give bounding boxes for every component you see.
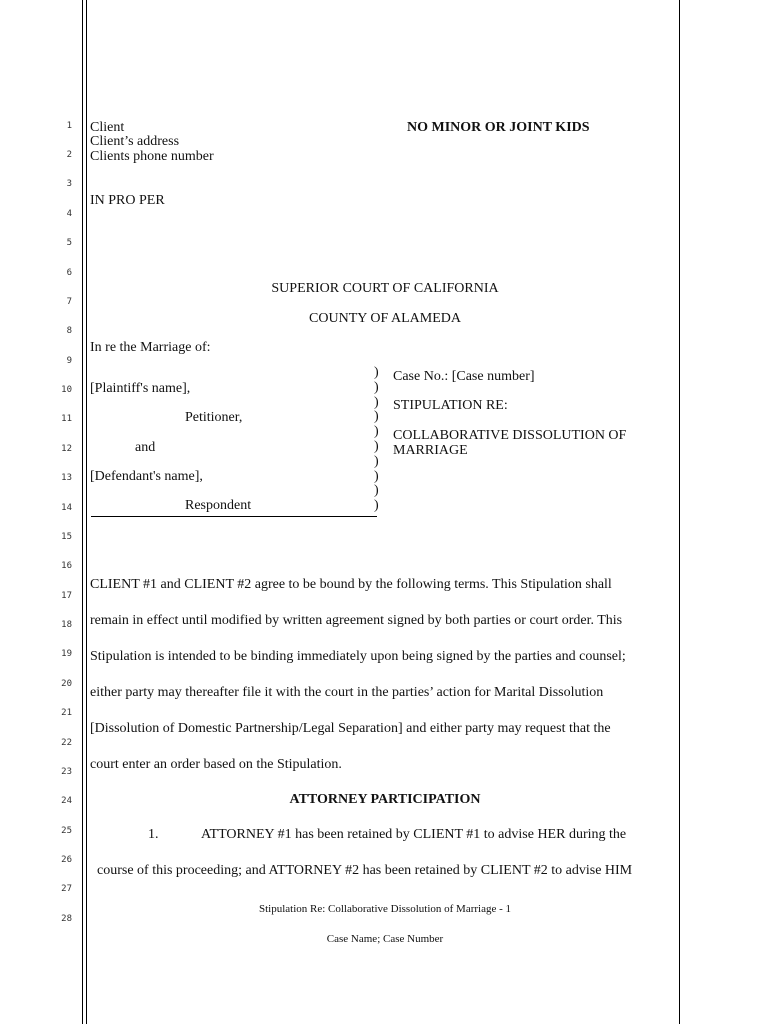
client-phone: Clients phone number [90, 149, 214, 164]
line-number: 14 [61, 503, 72, 513]
line-number: 2 [66, 150, 72, 160]
left-margin-rule-outer [82, 0, 83, 1024]
right-margin-rule [679, 0, 680, 1024]
line-number: 25 [61, 826, 72, 836]
line-number: 8 [66, 326, 72, 336]
line-number: 15 [61, 532, 72, 542]
line-number: 4 [66, 209, 72, 219]
line-number: 17 [61, 591, 72, 601]
caption-divider-parentheses: ) ) ) ) ) ) ) ) ) ) [374, 365, 379, 514]
line-number: 10 [61, 385, 72, 395]
footer-title: Stipulation Re: Collaborative Dissolution of Marriage - 1 [258, 903, 512, 915]
line-number: 26 [61, 855, 72, 865]
line-number: 6 [66, 268, 72, 278]
document-title-line1: COLLABORATIVE DISSOLUTION OF [393, 428, 627, 443]
line-number: 13 [61, 473, 72, 483]
line-number: 27 [61, 884, 72, 894]
caption-underline [91, 516, 377, 517]
body-line: either party may thereafter file it with the court in the parties’ action for Marital Dissolution [90, 685, 604, 700]
line-number: 19 [61, 649, 72, 659]
line-number: 16 [61, 561, 72, 571]
line-number: 1 [66, 121, 72, 131]
paragraph-line: course of this proceeding; and ATTORNEY #2 has been retained by CLIENT #2 to advise HIM [97, 863, 633, 878]
line-number: 23 [61, 767, 72, 777]
line-number: 28 [61, 914, 72, 924]
paragraph-line: ATTORNEY #1 has been retained by CLIENT #1 to advise HER during the [201, 827, 627, 842]
case-number: Case No.: [Case number] [393, 369, 535, 384]
no-minor-kids-note: NO MINOR OR JOINT KIDS [407, 120, 590, 135]
line-number: 5 [66, 238, 72, 248]
client-name: Client [90, 120, 125, 135]
line-number: 18 [61, 620, 72, 630]
left-margin-rule-inner [86, 0, 87, 1024]
in-re-marriage: In re the Marriage of: [90, 340, 211, 355]
body-line: [Dissolution of Domestic Partnership/Legal Separation] and either party may request that the [90, 721, 611, 736]
client-address: Client’s address [90, 134, 180, 149]
line-number: 9 [66, 356, 72, 366]
line-number: 22 [61, 738, 72, 748]
defendant-name: [Defendant's name], [90, 469, 203, 484]
court-county: COUNTY OF ALAMEDA [309, 311, 461, 326]
paragraph-number: 1. [148, 827, 159, 842]
line-number: 12 [61, 444, 72, 454]
line-number: 24 [61, 796, 72, 806]
stipulation-re: STIPULATION RE: [393, 398, 508, 413]
line-number: 20 [61, 679, 72, 689]
in-pro-per: IN PRO PER [90, 193, 165, 208]
line-number: 11 [61, 414, 72, 424]
line-number: 21 [61, 708, 72, 718]
section-heading: ATTORNEY PARTICIPATION [289, 792, 481, 807]
document-title-line2: MARRIAGE [393, 443, 468, 458]
line-number: 7 [66, 297, 72, 307]
footer-case: Case Name; Case Number [326, 933, 444, 945]
line-number: 3 [66, 179, 72, 189]
body-line: CLIENT #1 and CLIENT #2 agree to be bound by the following terms. This Stipulation shall [90, 577, 612, 592]
body-line: Stipulation is intended to be binding immediately upon being signed by the parties and counsel; [90, 649, 626, 664]
petitioner-label: Petitioner, [185, 410, 243, 425]
respondent-label: Respondent [185, 498, 252, 513]
and-label: and [135, 440, 156, 455]
body-line: remain in effect until modified by written agreement signed by both parties or court order. This [90, 613, 623, 628]
body-line: court enter an order based on the Stipulation. [90, 757, 342, 772]
court-name: SUPERIOR COURT OF CALIFORNIA [271, 281, 499, 296]
plaintiff-name: [Plaintiff's name], [90, 381, 191, 396]
